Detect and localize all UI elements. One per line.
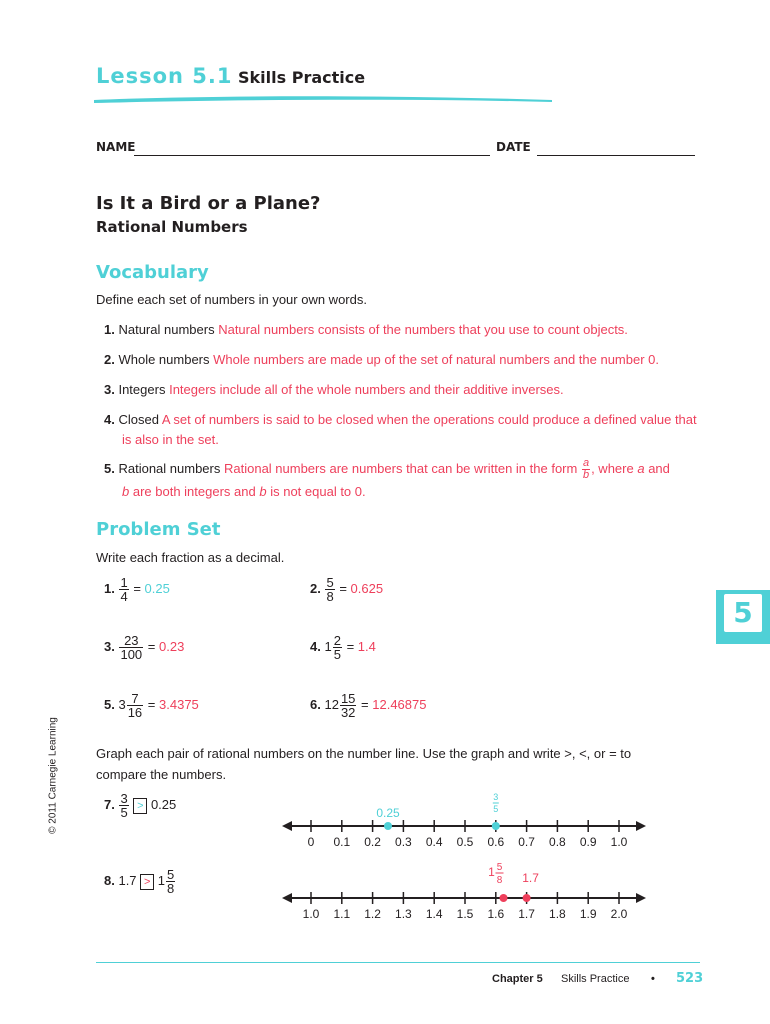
header-skills-practice: Skills Practice bbox=[238, 68, 366, 87]
tick-label: 0.6 bbox=[487, 835, 505, 849]
tick-label: 0.5 bbox=[456, 835, 474, 849]
equals-sign: = bbox=[346, 638, 355, 654]
footer-rule bbox=[96, 962, 700, 963]
whole-number: 3 bbox=[118, 696, 126, 712]
problem-set-heading: Problem Set bbox=[96, 519, 221, 540]
tick-label: 0.3 bbox=[395, 835, 412, 849]
item-number: 3. bbox=[104, 382, 115, 397]
vocabulary-heading: Vocabulary bbox=[96, 262, 209, 283]
variable-b: b bbox=[122, 484, 130, 499]
decimal-answer: 1.4 bbox=[357, 638, 376, 654]
decimal-answer: 0.25 bbox=[144, 580, 170, 596]
point-label-one-and-five-eighths bbox=[488, 862, 503, 886]
fraction-a-over-b: $\frac{a}{b}$ bbox=[582, 457, 590, 482]
vocab-item-2 bbox=[104, 350, 704, 370]
svg-text:8: 8 bbox=[496, 875, 503, 886]
svg-text:5: 5 bbox=[493, 804, 499, 814]
vocab-item-5-continued bbox=[122, 482, 366, 502]
comparison-answer-box[interactable]: > bbox=[133, 798, 147, 814]
compare-value: 1.7 bbox=[118, 872, 137, 888]
svg-text:1: 1 bbox=[488, 865, 495, 879]
graph-instruction-line1: Graph each pair of rational numbers on the number line. Use the graph and write >, <, or = to bbox=[96, 746, 632, 761]
equals-sign: = bbox=[339, 580, 347, 596]
name-label: NAME bbox=[96, 140, 136, 154]
fraction: $\frac{23}{100}$ bbox=[120, 633, 143, 662]
fraction-problem-1 bbox=[104, 576, 170, 603]
item-number: 4. bbox=[310, 638, 321, 654]
copyright: © 2011 Carnegie Learning bbox=[47, 717, 59, 834]
whole-number: 1 bbox=[157, 872, 166, 888]
item-number: 5. bbox=[104, 461, 115, 476]
vocab-answer: Integers include all of the whole numbers and their additive inverses. bbox=[169, 382, 564, 397]
item-number: 1. bbox=[104, 580, 115, 596]
decimal-answer: 0.23 bbox=[159, 638, 185, 654]
page-title: Is It a Bird or a Plane? bbox=[96, 193, 321, 214]
vocab-item-1 bbox=[104, 320, 704, 340]
vocab-term: Whole numbers bbox=[118, 352, 210, 367]
fraction: $\frac{5}{8}$ bbox=[326, 575, 334, 604]
fraction-problem-2 bbox=[310, 576, 383, 603]
point-0-25 bbox=[384, 822, 392, 830]
fraction: $\frac{3}{5}$ bbox=[120, 791, 128, 820]
number-line-8 bbox=[280, 862, 650, 924]
vocab-answer-part: , where bbox=[591, 461, 634, 476]
variable-b: b bbox=[259, 484, 267, 499]
graph-instruction-line2: compare the numbers. bbox=[96, 767, 227, 782]
date-label: DATE bbox=[496, 140, 531, 154]
tick-label: 0.7 bbox=[518, 835, 535, 849]
number-line-7 bbox=[280, 790, 650, 852]
item-number: 2. bbox=[104, 352, 115, 367]
item-number: 2. bbox=[310, 580, 321, 596]
vocab-answer-part: and bbox=[648, 461, 670, 476]
whole-number: 12 bbox=[324, 696, 339, 712]
vocab-answer: A set of numbers is said to be closed when the operations could produce a defined value that is also in the set. bbox=[122, 412, 697, 447]
point-one-and-five-eighths bbox=[500, 894, 508, 902]
fraction: $\frac{5}{8}$ bbox=[167, 867, 175, 896]
decimal-answer: 3.4375 bbox=[159, 696, 199, 712]
variable-a: a bbox=[637, 461, 645, 476]
vocab-item-5 bbox=[104, 458, 704, 481]
right-arrow-icon bbox=[636, 821, 646, 831]
footer-chapter: Chapter 5 bbox=[492, 973, 543, 985]
point-label-1-7: 1.7 bbox=[522, 871, 539, 885]
item-number: 3. bbox=[104, 638, 115, 654]
item-number: 4. bbox=[104, 412, 115, 427]
fraction: $\frac{1}{4}$ bbox=[120, 575, 128, 604]
tick-label: 1.5 bbox=[456, 907, 474, 921]
tick-label: 0 bbox=[307, 835, 315, 849]
fraction-problem-4 bbox=[310, 634, 376, 661]
tick-label: 1.1 bbox=[333, 907, 351, 921]
left-arrow-icon bbox=[282, 893, 292, 903]
tick-label: 1.3 bbox=[395, 907, 412, 921]
compare-problem-8 bbox=[104, 868, 176, 895]
vocab-term: Integers bbox=[118, 382, 166, 397]
header-swoosh bbox=[94, 92, 554, 106]
tick-label: 0.1 bbox=[333, 835, 351, 849]
tick-label: 1.6 bbox=[487, 907, 505, 921]
comparison-answer-box[interactable]: > bbox=[140, 874, 154, 890]
tick-label: 0.4 bbox=[425, 835, 443, 849]
point-three-fifths bbox=[492, 822, 500, 830]
item-number: 8. bbox=[104, 872, 115, 888]
page-subtitle: Rational Numbers bbox=[96, 218, 248, 236]
equals-sign: = bbox=[133, 580, 141, 596]
tick-label: 0.9 bbox=[579, 835, 597, 849]
decimal-answer: 0.625 bbox=[350, 580, 384, 596]
item-number: 7. bbox=[104, 796, 115, 812]
left-arrow-icon bbox=[282, 821, 292, 831]
decimal-answer: 12.46875 bbox=[372, 696, 427, 712]
vocab-answer: Whole numbers are made up of the set of natural numbers and the number 0. bbox=[213, 352, 660, 367]
tick-label: 1.9 bbox=[579, 907, 597, 921]
vocab-answer-part: is not equal to 0. bbox=[270, 484, 366, 499]
fraction: $\frac{2}{5}$ bbox=[333, 633, 341, 662]
problem-set-instruction: Write each fraction as a decimal. bbox=[96, 550, 285, 565]
tick-label: 1.4 bbox=[425, 907, 443, 921]
lesson-number: Lesson 5.1 bbox=[96, 64, 233, 88]
right-arrow-icon bbox=[636, 893, 646, 903]
tick-label: 2.0 bbox=[610, 907, 628, 921]
tick-label: 1.8 bbox=[549, 907, 566, 921]
vocab-answer: Natural numbers consists of the numbers that you use to count objects. bbox=[218, 322, 628, 337]
vocab-item-4 bbox=[104, 410, 697, 450]
fraction: $\frac{7}{16}$ bbox=[127, 691, 143, 720]
whole-number: 1 bbox=[324, 638, 332, 654]
vocabulary-instruction: Define each set of numbers in your own words. bbox=[96, 292, 367, 307]
page-number: 523 bbox=[676, 971, 704, 986]
date-field[interactable] bbox=[537, 155, 695, 156]
point-1-7 bbox=[523, 894, 531, 902]
fraction-problem-6 bbox=[310, 692, 426, 719]
compare-value: 0.25 bbox=[150, 796, 177, 812]
svg-text:3: 3 bbox=[493, 792, 499, 802]
vocab-answer: Rational numbers are numbers that can be written in the form bbox=[223, 461, 578, 476]
svg-text:5: 5 bbox=[496, 862, 503, 873]
equals-sign: = bbox=[147, 638, 156, 654]
fraction: $\frac{15}{32}$ bbox=[340, 691, 356, 720]
vocab-term: Rational numbers bbox=[118, 461, 221, 476]
tick-label: 1.0 bbox=[610, 835, 628, 849]
footer-bullet: • bbox=[651, 973, 655, 985]
chapter-tab bbox=[716, 590, 770, 644]
item-number: 1. bbox=[104, 322, 115, 337]
vocab-answer-part: are both integers and bbox=[132, 484, 256, 499]
vocab-item-3 bbox=[104, 380, 704, 400]
tick-label: 0.2 bbox=[364, 835, 381, 849]
tick-label: 1.7 bbox=[518, 907, 535, 921]
equals-sign: = bbox=[361, 696, 369, 712]
equals-sign: = bbox=[147, 696, 156, 712]
tick-label: 0.8 bbox=[549, 835, 566, 849]
tick-label: 1.2 bbox=[364, 907, 381, 921]
footer-skills-practice: Skills Practice bbox=[561, 973, 630, 985]
vocab-term: Closed bbox=[118, 412, 159, 427]
tick-label: 1.0 bbox=[302, 907, 320, 921]
fraction-problem-5 bbox=[104, 692, 199, 719]
chapter-tab-number: 5 bbox=[724, 594, 762, 632]
item-number: 6. bbox=[310, 696, 321, 712]
point-label-three-fifths bbox=[493, 792, 499, 814]
item-number: 5. bbox=[104, 696, 115, 712]
compare-problem-7 bbox=[104, 792, 176, 819]
point-label-0-25: 0.25 bbox=[376, 806, 400, 820]
vocab-term: Natural numbers bbox=[118, 322, 215, 337]
fraction-problem-3 bbox=[104, 634, 184, 661]
name-field[interactable] bbox=[134, 155, 490, 156]
